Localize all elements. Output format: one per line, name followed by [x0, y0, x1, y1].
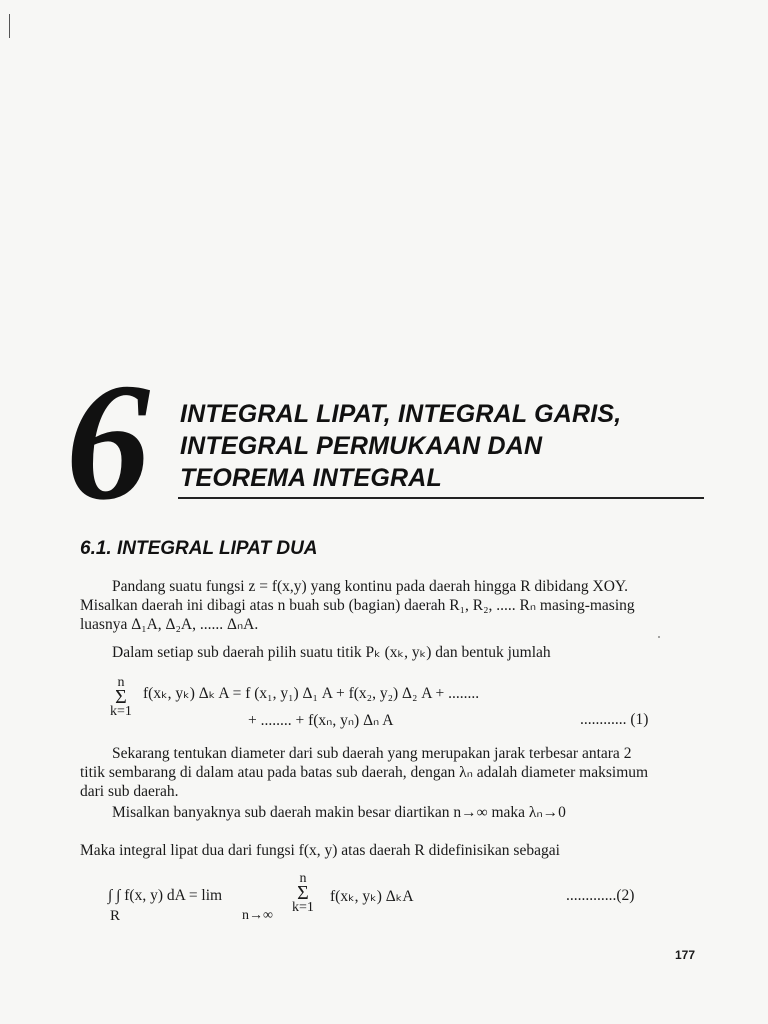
- equation-1-sum-symbol: Σ: [115, 686, 127, 708]
- paragraph-diameter-line-2: titik sembarang di dalam atau pada batas sub daerah, dengan λₙ adalah diameter maksimum: [80, 764, 649, 781]
- paragraph-diameter: [80, 744, 702, 801]
- paragraph-diameter-line-1: Sekarang tentukan diameter dari sub daerah yang merupakan jarak terbesar antara 2: [112, 745, 632, 762]
- paragraph-diameter-line-3: dari sub daerah.: [80, 783, 179, 800]
- chapter-title-line-2: INTEGRAL PERMUKAAN DAN: [180, 432, 543, 460]
- chapter-title-line-1: INTEGRAL LIPAT, INTEGRAL GARIS,: [180, 400, 622, 428]
- equation-2-sum: [292, 872, 314, 914]
- equation-2-region: R: [110, 908, 121, 924]
- section-heading: 6.1. INTEGRAL LIPAT DUA: [80, 538, 318, 559]
- equation-2-sum-bottom: k=1: [292, 900, 314, 915]
- equation-2-integral: ∫ ∫ f(x, y) dA = lim: [108, 887, 223, 904]
- chapter-number: 6: [66, 349, 146, 535]
- paragraph-limit: [80, 803, 702, 822]
- paragraph-partition-text: Dalam setiap sub daerah pilih suatu titik Pₖ (xₖ, yₖ) dan bentuk jumlah: [112, 644, 551, 661]
- equation-1-line-2: + ........ + f(xₙ, yₙ) Δₙ A: [248, 712, 394, 729]
- page-number: 177: [675, 948, 696, 962]
- equation-2-sum-symbol: Σ: [297, 882, 309, 904]
- equation-1-sum: [110, 676, 132, 718]
- paragraph-intro-line-1: Pandang suatu fungsi z = f(x,y) yang kontinu pada daerah hingga R dibidang XOY.: [112, 578, 628, 595]
- chapter-title-rule: [178, 497, 704, 499]
- paragraph-definition: Maka integral lipat dua dari fungsi f(x, y) atas daerah R didefinisikan sebagai: [80, 842, 560, 859]
- equation-2-limit-sub: n→∞: [242, 908, 273, 923]
- paragraph-intro: [80, 577, 702, 634]
- chapter-title-line-3: TEOREMA INTEGRAL: [180, 464, 442, 492]
- equation-2-summand: f(xₖ, yₖ) ΔₖA: [330, 888, 414, 905]
- scan-edge-mark: [9, 14, 10, 38]
- equation-1-line-1: f(xₖ, yₖ) Δₖ A = f (x₁, y₁) Δ₁ A + f(x₂, y₂) Δ₂ A + ........: [143, 685, 480, 702]
- equation-1-sum-top: n: [117, 675, 125, 690]
- paragraph-intro-line-2: Misalkan daerah ini dibagi atas n buah sub (bagian) daerah R₁, R₂, ..... Rₙ masing-masing: [80, 597, 635, 614]
- paragraph-partition: [80, 643, 702, 662]
- paragraph-intro-line-3: luasnya Δ₁A, Δ₂A, ...... ΔₙA.: [80, 616, 259, 633]
- equation-1-number: ............ (1): [580, 711, 649, 728]
- chapter-title: [180, 398, 700, 494]
- scan-speck: [658, 636, 660, 638]
- equation-2-sum-top: n: [299, 871, 307, 886]
- equation-1-sum-bottom: k=1: [110, 704, 132, 719]
- equation-2-number: .............(2): [566, 887, 635, 904]
- paragraph-limit-text: Misalkan banyaknya sub daerah makin besar diartikan n→∞ maka λₙ→0: [112, 804, 566, 821]
